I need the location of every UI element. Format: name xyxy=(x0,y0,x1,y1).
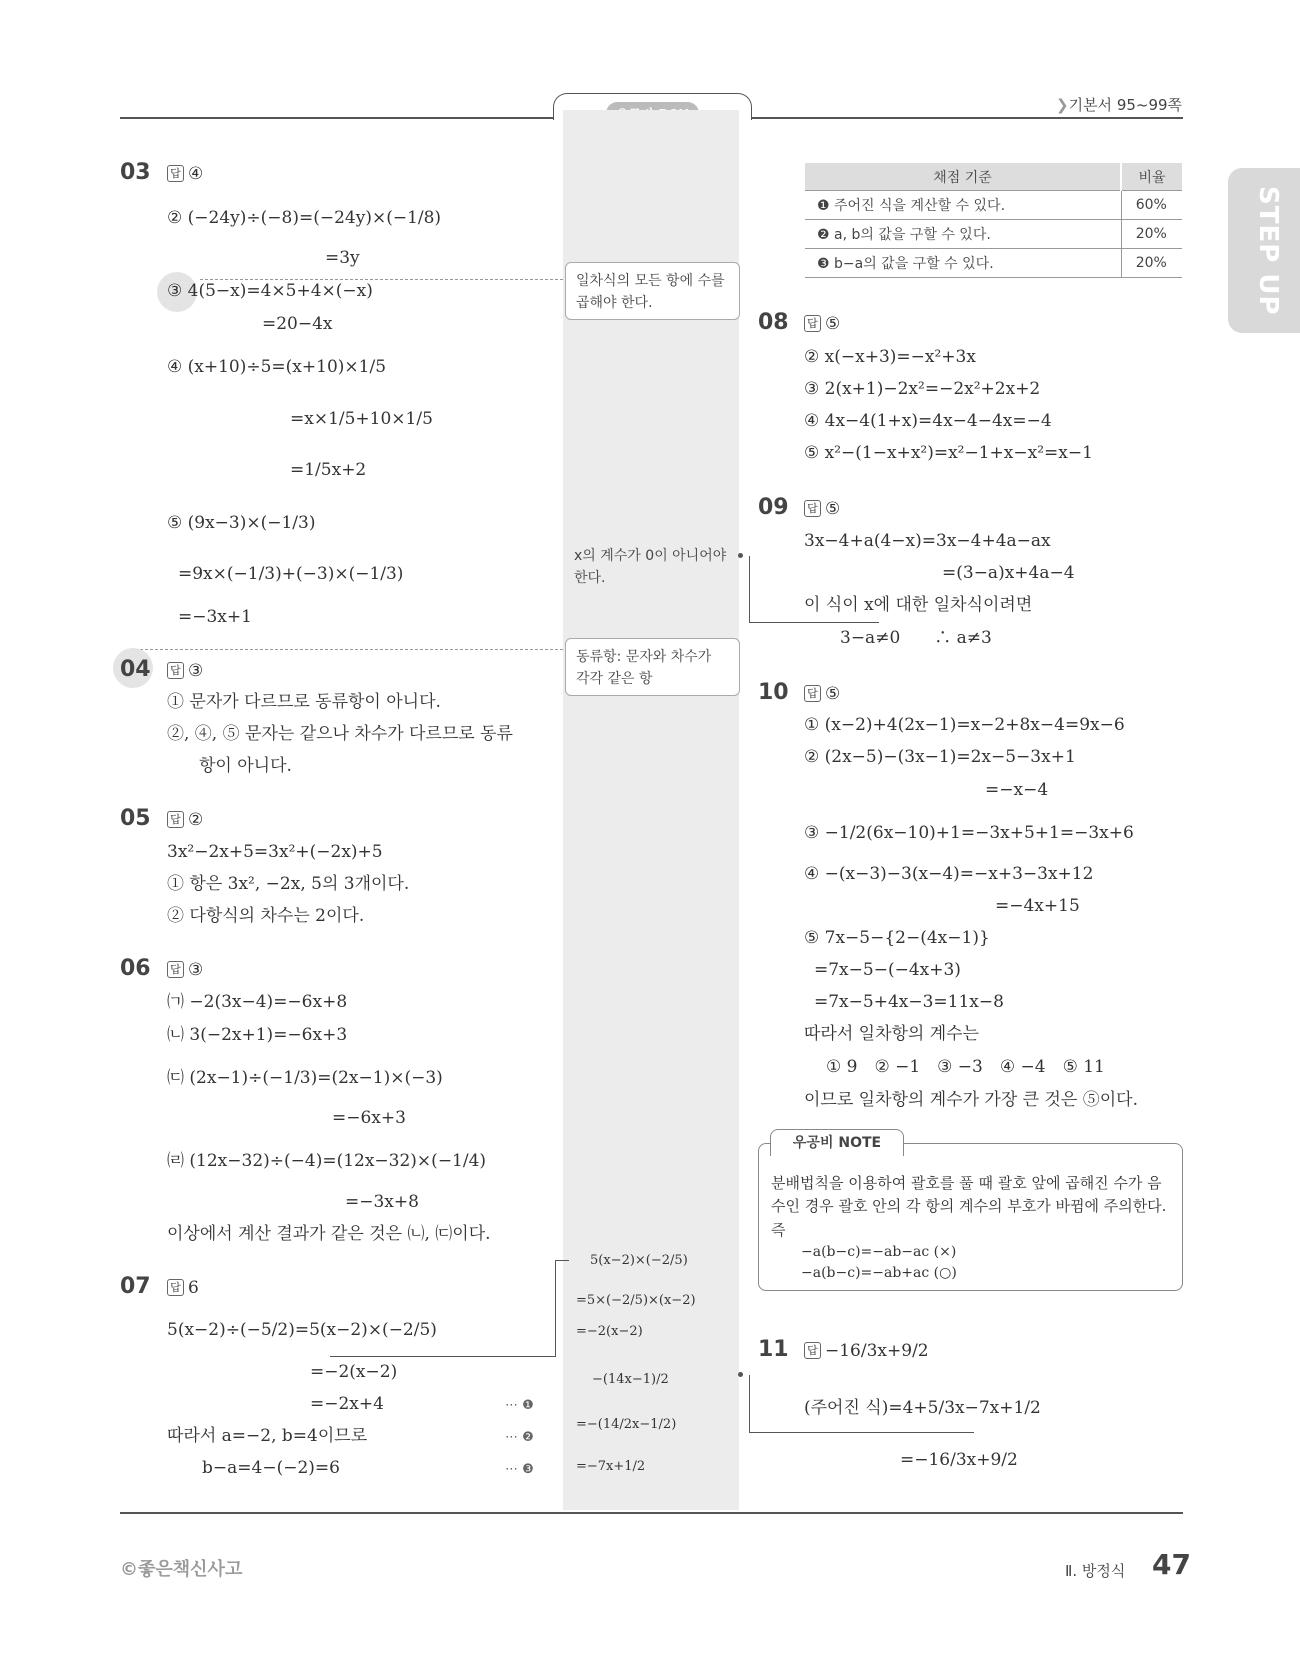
page-ref: ❯기본서 95~99쪽 xyxy=(1056,96,1183,114)
answer-icon: 답 xyxy=(804,1342,821,1359)
score-ratio: 20% xyxy=(1121,220,1182,249)
calc1-line: =−2(x−2) xyxy=(576,1324,643,1339)
calc2-line: =−(14/2x−1/2) xyxy=(576,1417,677,1432)
q06-number: 06 xyxy=(120,956,151,981)
q10-line: ⑤ 7x−5−{2−(4x−1)} xyxy=(804,928,990,948)
q11-number: 11 xyxy=(758,1337,789,1362)
q04-line: ① 문자가 다르므로 동류항이 아니다. xyxy=(167,692,441,712)
q06-line: =−3x+8 xyxy=(345,1192,419,1212)
score-header: 채점 기준 xyxy=(805,163,1121,191)
q11-line: =−16/3x+9/2 xyxy=(900,1450,1018,1470)
q10-line: 이므로 일차항의 계수가 가장 큰 것은 ⑤이다. xyxy=(804,1090,1139,1110)
q10-line: ① 9 ② −1 ③ −3 ④ −4 ⑤ 11 xyxy=(826,1057,1105,1077)
q06-answer: 답 ③ xyxy=(167,960,203,980)
q10-line: =−4x+15 xyxy=(995,896,1080,916)
dot-icon xyxy=(738,553,743,558)
page-number: 47 xyxy=(1152,1548,1191,1581)
answer-icon: 답 xyxy=(167,1279,184,1296)
q07-line: =−2x+4 xyxy=(310,1394,384,1414)
q07-line: 5(x−2)÷(−5/2)=5(x−2)×(−2/5) xyxy=(167,1320,437,1340)
q06-line: =−6x+3 xyxy=(332,1108,406,1128)
score-criterion: ❶ 주어진 식을 계산할 수 있다. xyxy=(805,191,1121,220)
q03-line: =−3x+1 xyxy=(178,607,252,627)
q07-line: =−2(x−2) xyxy=(310,1362,398,1382)
side-note-2: x의 계수가 0이 아니어야 한다. xyxy=(574,548,727,586)
q03-line: =9x×(−1/3)+(−3)×(−1/3) xyxy=(178,564,404,584)
answer-icon: 답 xyxy=(167,961,184,978)
q05-line: ② 다항식의 차수는 2이다. xyxy=(167,906,365,926)
note-example: −a(b−c)=−ab−ac (×) xyxy=(801,1243,957,1260)
q03-answer: 답 ④ xyxy=(167,164,203,184)
answer-icon: 답 xyxy=(167,165,184,182)
q06-line: 이상에서 계산 결과가 같은 것은 ㈁, ㈂이다. xyxy=(167,1224,491,1244)
side-note-1: 일차식의 모든 항에 수를 곱해야 한다. xyxy=(565,262,740,320)
q06-line: ㈂ (2x−1)÷(−1/3)=(2x−1)×(−3) xyxy=(167,1068,443,1088)
calc1-line: =5×(−2/5)×(x−2) xyxy=(576,1293,696,1308)
q05-answer: 답 ② xyxy=(167,810,203,830)
calc2-line: =−7x+1/2 xyxy=(576,1459,646,1474)
answer-icon: 답 xyxy=(804,500,821,517)
score-criterion: ❸ b−a의 값을 구할 수 있다. xyxy=(805,249,1121,278)
side-note-3: 동류항: 문자와 차수가 각각 같은 항 xyxy=(565,638,740,696)
chapter: Ⅱ. 방정식 xyxy=(1065,1562,1126,1580)
q06-line: ㈃ (12x−32)÷(−4)=(12x−32)×(−1/4) xyxy=(167,1151,487,1171)
note-box xyxy=(758,1143,1183,1291)
step-mark: ⋯ ❶ xyxy=(505,1398,534,1413)
q07-line: b−a=4−(−2)=6 xyxy=(202,1458,340,1478)
q03-line: ③ 4(5−x)=4×5+4×(−x) xyxy=(167,281,373,301)
answer-icon: 답 xyxy=(804,315,821,332)
q08-line: ③ 2(x+1)−2x²=−2x²+2x+2 xyxy=(804,379,1041,399)
q03-line: =x×1/5+10×1/5 xyxy=(290,409,433,429)
note-example: −a(b−c)=−ab+ac (○) xyxy=(801,1265,957,1282)
q10-line: ④ −(x−3)−3(x−4)=−x+3−3x+12 xyxy=(804,864,1094,884)
q10-line: ① (x−2)+4(2x−1)=x−2+8x−4=9x−6 xyxy=(804,715,1125,735)
q10-line: ② (2x−5)−(3x−1)=2x−5−3x+1 xyxy=(804,747,1076,767)
q08-line: ② x(−x+3)=−x²+3x xyxy=(804,347,976,367)
q06-line: ㈀ −2(3x−4)=−6x+8 xyxy=(167,992,348,1012)
answer-icon: 답 xyxy=(167,811,184,828)
dot-icon xyxy=(738,1372,743,1377)
q09-answer: 답 ⑤ xyxy=(804,499,840,519)
q08-line: ⑤ x²−(1−x+x²)=x²−1+x−x²=x−1 xyxy=(804,443,1093,463)
step-mark: ⋯ ❷ xyxy=(505,1430,534,1445)
q07-number: 07 xyxy=(120,1274,151,1299)
q11-line: (주어진 식)=4+5/3x−7x+1/2 xyxy=(804,1398,1041,1418)
score-table xyxy=(805,163,1182,278)
q05-line: 3x²−2x+5=3x²+(−2x)+5 xyxy=(167,842,383,862)
answer-icon: 답 xyxy=(167,662,184,679)
q09-line: 이 식이 x에 대한 일차식이려면 xyxy=(804,595,1033,615)
q03-line: =3y xyxy=(325,248,360,268)
score-ratio: 60% xyxy=(1121,191,1182,220)
q10-line: =7x−5+4x−3=11x−8 xyxy=(814,992,1004,1012)
q06-line: ㈁ 3(−2x+1)=−6x+3 xyxy=(167,1025,348,1045)
q03-line: ② (−24y)÷(−8)=(−24y)×(−1/8) xyxy=(167,208,442,228)
q10-line: 따라서 일차항의 계수는 xyxy=(804,1024,980,1044)
q10-line: ③ −1/2(6x−10)+1=−3x+5+1=−3x+6 xyxy=(804,823,1134,843)
q10-line: =−x−4 xyxy=(985,780,1049,800)
q05-number: 05 xyxy=(120,806,151,831)
step-mark: ⋯ ❸ xyxy=(505,1462,534,1477)
score-header: 비율 xyxy=(1121,163,1182,191)
note-title: 우공비 NOTE xyxy=(770,1129,904,1156)
q09-number: 09 xyxy=(758,495,789,520)
q04-line: 항이 아니다. xyxy=(199,756,292,776)
q03-line: ⑤ (9x−3)×(−1/3) xyxy=(167,513,316,533)
calc2-line: −(14x−1)/2 xyxy=(592,1372,669,1387)
score-criterion: ❷ a, b의 값을 구할 수 있다. xyxy=(805,220,1121,249)
note-body: 분배법칙을 이용하여 괄호를 풀 때 괄호 앞에 곱해진 수가 음수인 경우 괄호 안의 각 항의 계수의 부호가 바뀜에 주의한다. 즉 xyxy=(771,1174,1167,1239)
q10-number: 10 xyxy=(758,680,789,705)
q03-line: =20−4x xyxy=(262,314,333,334)
q05-line: ① 항은 3x², −2x, 5의 3개이다. xyxy=(167,874,410,894)
q09-line: =(3−a)x+4a−4 xyxy=(942,563,1075,583)
q03-line: =1/5x+2 xyxy=(290,460,367,480)
q10-answer: 답 ⑤ xyxy=(804,684,840,704)
q04-number: 04 xyxy=(120,657,151,682)
q04-line: ②, ④, ⑤ 문자는 같으나 차수가 다르므로 동류 xyxy=(167,724,513,744)
q07-answer: 답 6 xyxy=(167,1278,199,1298)
answer-icon: 답 xyxy=(804,685,821,702)
q09-line: 3x−4+a(4−x)=3x−4+4a−ax xyxy=(804,531,1051,551)
q11-answer: 답 −16/3x+9/2 xyxy=(804,1341,929,1361)
q08-line: ④ 4x−4(1+x)=4x−4−4x=−4 xyxy=(804,411,1052,431)
calc1-line: 5(x−2)×(−2/5) xyxy=(590,1253,688,1268)
q03-line: ④ (x+10)÷5=(x+10)×1/5 xyxy=(167,357,387,377)
q04-answer: 답 ③ xyxy=(167,661,203,681)
q03-number: 03 xyxy=(120,160,151,185)
score-ratio: 20% xyxy=(1121,249,1182,278)
q09-line: 3−a≠0 ∴ a≠3 xyxy=(840,628,992,648)
q07-line: 따라서 a=−2, b=4이므로 xyxy=(167,1426,368,1446)
chevron-right-icon: ❯ xyxy=(1056,96,1069,114)
q08-number: 08 xyxy=(758,310,789,335)
q10-line: =7x−5−(−4x+3) xyxy=(814,960,961,980)
publisher: ©좋은책신사고 xyxy=(120,1559,243,1580)
step-label: STEP UP xyxy=(1253,186,1283,316)
q08-answer: 답 ⑤ xyxy=(804,314,840,334)
